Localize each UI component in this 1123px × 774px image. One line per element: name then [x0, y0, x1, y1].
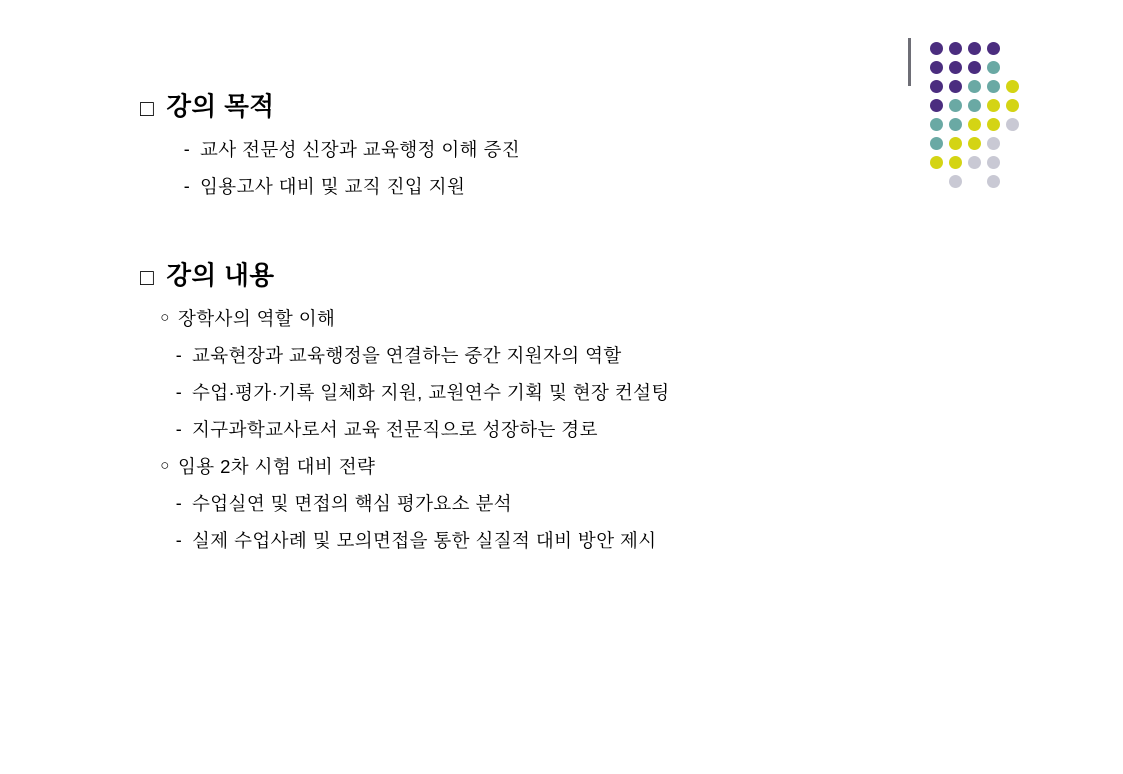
- logo-dot: [987, 99, 1000, 112]
- logo-dot: [987, 137, 1000, 150]
- dot-grid-logo: [908, 36, 1038, 186]
- logo-dot: [968, 99, 981, 112]
- logo-dot: [987, 156, 1000, 169]
- logo-dot: [968, 61, 981, 74]
- list-item: [166, 418, 920, 442]
- dash-bullet-icon: -: [175, 381, 183, 402]
- dash-bullet-icon: -: [183, 138, 191, 159]
- list-item: [166, 529, 920, 553]
- logo-dot: [968, 80, 981, 93]
- logo-dot: [1006, 118, 1019, 131]
- square-bullet-icon: □: [140, 264, 155, 291]
- section-purpose-title: 강의 목적: [166, 93, 275, 121]
- logo-dot: [949, 156, 962, 169]
- logo-dot: [1006, 99, 1019, 112]
- logo-dot: [987, 175, 1000, 188]
- list-item-text: 교사 전문성 신장과 교육행정 이해 증진: [200, 138, 521, 160]
- logo-dot: [968, 137, 981, 150]
- list-item: [166, 492, 920, 516]
- slide-content: [140, 92, 920, 579]
- section-contents: [140, 261, 920, 553]
- logo-dot: [987, 80, 1000, 93]
- logo-dot: [968, 156, 981, 169]
- logo-dot: [949, 137, 962, 150]
- logo-dot: [987, 42, 1000, 55]
- logo-dot: [930, 80, 943, 93]
- dash-bullet-icon: -: [183, 175, 191, 196]
- section-purpose-bullets: [140, 138, 920, 199]
- dash-bullet-icon: -: [175, 493, 183, 514]
- list-item: [166, 381, 920, 405]
- list-item: [166, 344, 920, 368]
- logo-dot: [930, 42, 943, 55]
- logo-dot: [949, 118, 962, 131]
- circle-bullet-icon: ○: [160, 457, 170, 475]
- section-purpose-heading: [140, 92, 920, 124]
- list-item: [174, 138, 920, 162]
- circle-bullet-icon: ○: [160, 308, 170, 326]
- section-contents-title: 강의 내용: [166, 261, 275, 290]
- list-item-text: 장학사의 역할 이해: [178, 307, 336, 329]
- logo-dot: [930, 118, 943, 131]
- logo-dot: [930, 99, 943, 112]
- logo-dot: [987, 61, 1000, 74]
- logo-dot: [987, 118, 1000, 131]
- list-item-text: 교육현장과 교육행정을 연결하는 중간 지원자의 역할: [192, 344, 622, 366]
- logo-dot: [949, 175, 962, 188]
- list-item-text: 수업·평가·기록 일체화 지원, 교원연수 기획 및 현장 컨설팅: [192, 381, 670, 403]
- section-contents-heading: [140, 261, 920, 293]
- logo-dot: [949, 99, 962, 112]
- dash-bullet-icon: -: [175, 344, 183, 365]
- list-item-text: 지구과학교사로서 교육 전문직으로 성장하는 경로: [192, 418, 598, 440]
- logo-dot: [930, 61, 943, 74]
- square-bullet-icon: □: [140, 95, 155, 122]
- section-purpose: [140, 92, 920, 199]
- logo-dot: [949, 61, 962, 74]
- list-item: [152, 307, 920, 331]
- logo-dot: [968, 42, 981, 55]
- logo-dot: [949, 80, 962, 93]
- logo-dot: [968, 118, 981, 131]
- logo-vertical-bar: [908, 38, 911, 86]
- list-item-text: 수업실연 및 면접의 핵심 평가요소 분석: [192, 493, 513, 515]
- list-item: [174, 175, 920, 199]
- section-contents-bullets: [140, 307, 920, 553]
- list-item: [152, 455, 920, 479]
- list-item-text: 임용고사 대비 및 교직 진입 지원: [200, 175, 466, 197]
- dash-bullet-icon: -: [175, 418, 183, 439]
- list-item-text: 실제 수업사례 및 모의면접을 통한 실질적 대비 방안 제시: [192, 530, 657, 552]
- dash-bullet-icon: -: [175, 530, 183, 551]
- logo-dot: [949, 42, 962, 55]
- logo-dot: [930, 156, 943, 169]
- list-item-text: 임용 2차 시험 대비 전략: [178, 456, 376, 478]
- logo-dot: [930, 137, 943, 150]
- logo-dot: [1006, 80, 1019, 93]
